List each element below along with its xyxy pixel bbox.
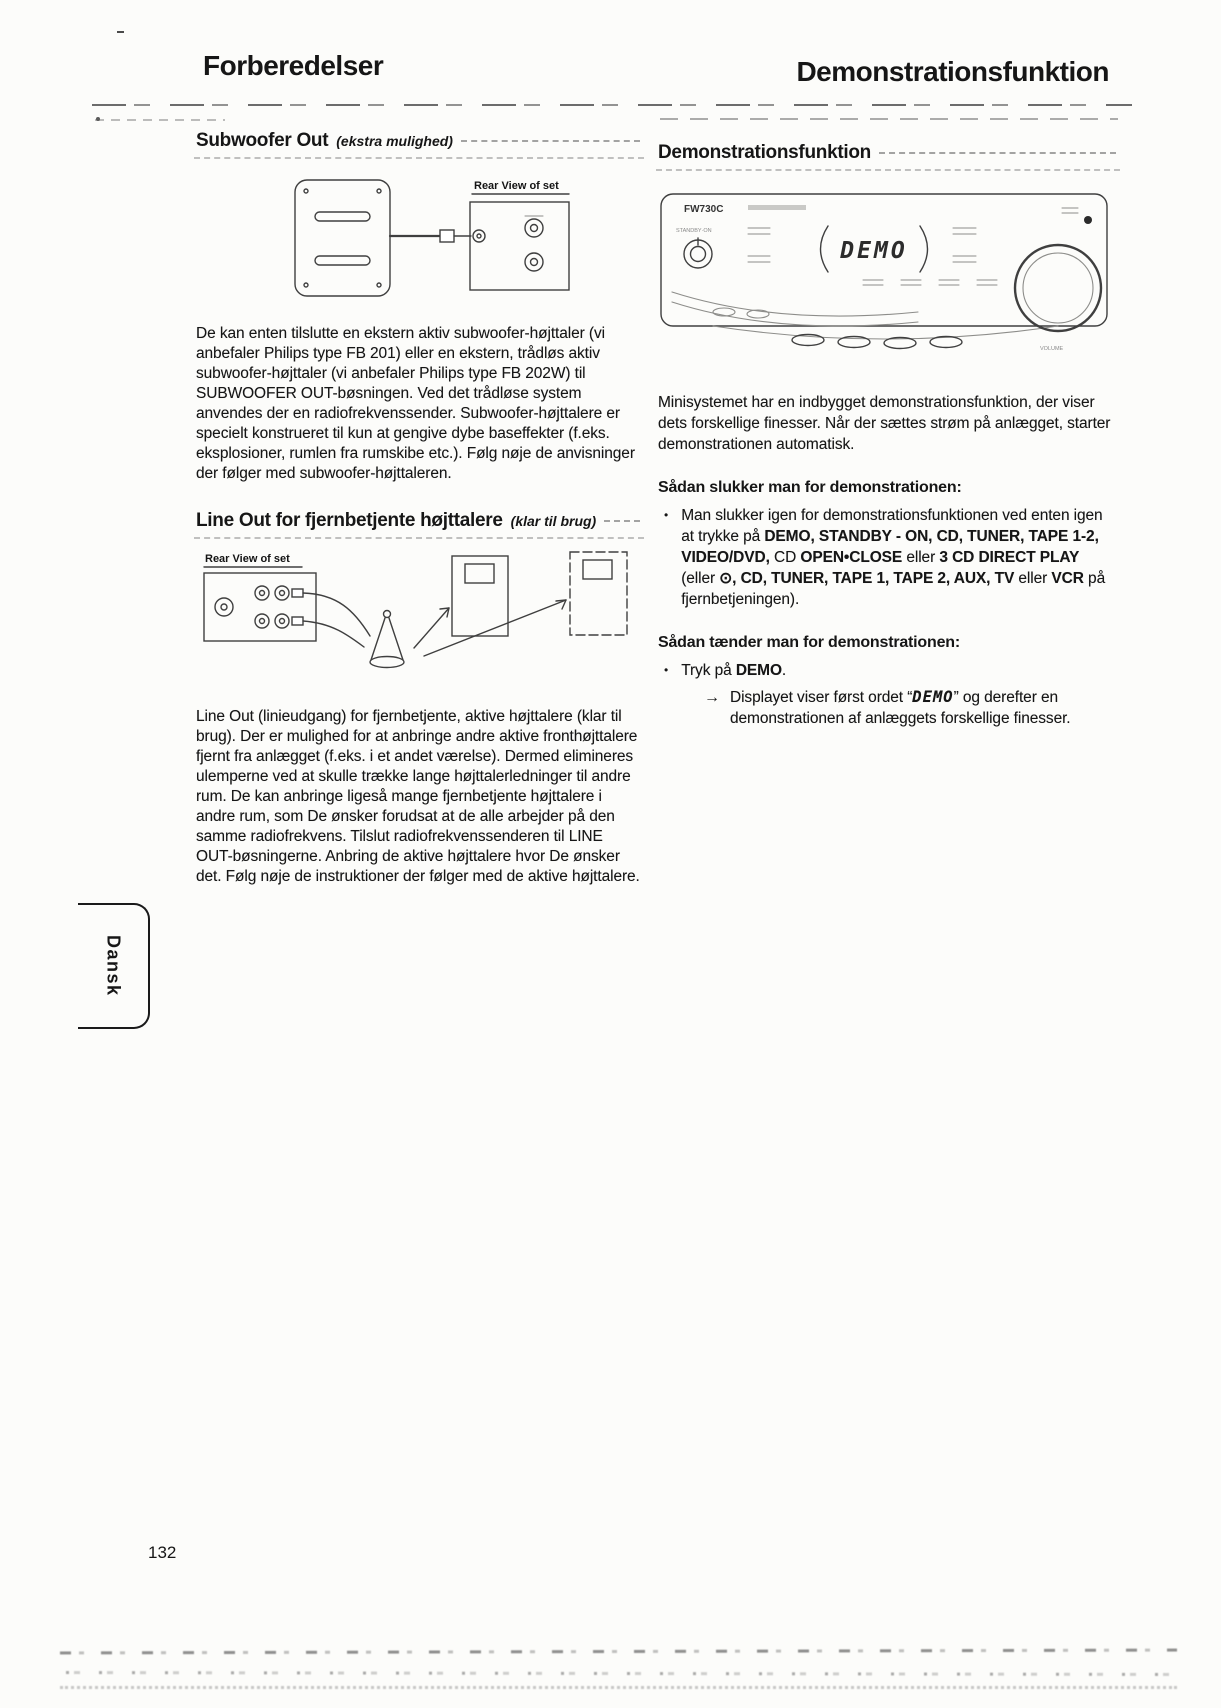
rear-view-label: Rear View of set: [474, 180, 559, 192]
subwoofer-paragraph: De kan enten tilslutte en ekstern aktiv subwoofer-højttaler (vi anbefaler Philips type FB 201) eller en ekstern, trådløs aktiv subwoofer-højttaler (vi anbefaler Philips type FB 202W) til SUBWOOFER OUT-bøsningen. Ved det trådløse system anvendes der en radiofrekvenssender. Subwoofer-højttalere er specielt konstrueret til kun at gengive dybe baseffekter (f.eks. eksplosioner, rumlen fra rumskibe etc.). Følg nøje de anvisninger der følger med subwoofer-højttaleren.: [196, 325, 635, 482]
rear-view-label2: Rear View of set: [205, 553, 290, 565]
header-divider: [92, 104, 1132, 106]
demo-title: Demonstrationsfunktion: [658, 142, 871, 163]
right-column: [658, 142, 1116, 729]
device-model-label: [684, 204, 806, 215]
rear-view-panel: [470, 180, 569, 290]
volume-knob-icon: [1015, 245, 1101, 331]
lineout-note: (klar til brug): [510, 513, 597, 529]
standby-label: STANDBY·ON: [676, 228, 712, 234]
section-heading-demo: [658, 142, 1116, 164]
demo-on-text: Tryk på DEMO.: [681, 662, 787, 679]
page-title-right: Demonstrationsfunktion: [796, 56, 1109, 87]
cable-and-plug: [390, 230, 471, 242]
power-button-icon: [684, 238, 712, 268]
heading-dash-fill: [604, 510, 640, 522]
control-knobs: [748, 208, 1078, 285]
demo-on-result: [704, 687, 1116, 729]
page-title-left: Forberedelser: [203, 50, 384, 81]
subwoofer-connection-diagram: [292, 172, 572, 312]
subwoofer-box: [295, 180, 390, 296]
model-text: FW730C: [684, 204, 724, 215]
speaker-right: [570, 552, 627, 635]
language-tab-label: Dansk: [103, 935, 124, 997]
scan-noise-line: [60, 1686, 1177, 1689]
scan-artifacts: [60, 1646, 1177, 1696]
demo-on-result-text: Displayet viser først ordet “DEMO” og derefter en demonstrationen af anlæggets forskellige finesser.: [730, 688, 1071, 727]
header-divider-right: [660, 118, 1118, 120]
scan-speck: [96, 117, 100, 121]
transmitter-antenna: [370, 611, 404, 668]
demo-on-heading: Sådan tænder man for demonstrationen:: [658, 634, 960, 651]
bullet-icon: •: [664, 508, 669, 522]
section-heading-subwoofer: [196, 130, 640, 152]
scan-speck: [117, 31, 124, 33]
lineout-diagram-svg: [202, 550, 646, 690]
demo-display-text: DEMO: [840, 238, 908, 264]
heading-dash-fill: [879, 142, 1116, 154]
section-heading-lineout: [196, 510, 640, 532]
speaker-left: [452, 556, 508, 636]
lineout-title: Line Out for fjernbetjente højttalere: [196, 510, 503, 531]
subwoofer-out-note: (ekstra mulighed): [336, 133, 453, 149]
device-svg: [658, 180, 1113, 365]
demo-off-instruction: [664, 505, 1116, 610]
subwoofer-out-title: Subwoofer Out: [196, 130, 329, 151]
subwoofer-diagram-svg: [292, 172, 572, 307]
bullet-icon: •: [664, 663, 669, 677]
demo-off-text: Man slukker igen for demonstrationsfunktionen ved enten igen at trykke på DEMO, STANDBY - ON, CD, TUNER, TAPE 1-2, VIDEO/DVD, CD OPEN•CLOSE eller 3 CD DIRECT PLAY (eller ⊙, CD, TUNER, TAPE 1, TAPE 2, AUX, TV eller VCR på fjernbetjeningen).: [681, 507, 1106, 608]
left-column: [196, 130, 640, 887]
signal-arrows: [414, 600, 566, 656]
scan-noise-line: [60, 1649, 1177, 1655]
status-led: [1084, 216, 1092, 224]
cables: [292, 589, 370, 647]
bottom-buttons: [713, 308, 962, 349]
demo-on-instruction: [664, 660, 1116, 681]
heading-dash-fill: [461, 130, 640, 142]
demo-intro-paragraph: Minisystemet har en indbygget demonstrationsfunktion, der viser dets forskellige finesser. Når der sættes strøm på anlægget, starter demonstrationen automatisk.: [658, 394, 1111, 453]
page-number: 132: [148, 1543, 177, 1562]
language-tab-dansk: [78, 903, 150, 1029]
arrow-icon: →: [704, 689, 720, 706]
lineout-paragraph: Line Out (linieudgang) for fjernbetjente, aktive højttalere (klar til brug). Der er mulighed for at anbringe andre aktive fronthøjttalere fjernt fra anlægget (f.eks. i et andet værelse). Dermed elimineres ulemperne ved at skulle trække lange højttalerledninger til andre rum. De kan anbringe ligeså mange fjernbetjente højttalere i andre rum, som De ønsker forudsat at de alle arbejder på den samme radiofrekvens. Tilslut radiofrekvenssenderen til LINE OUT-bøsningerne. Anbring de aktive højttalere hvor De ønsker det. Følg nøje de instruktioner der følger med de aktive højttalere.: [196, 708, 640, 885]
lineout-diagram: [202, 550, 646, 695]
header-divider-left: [95, 119, 225, 121]
panel-curves: [672, 292, 918, 326]
volume-label: VOLUME: [1040, 346, 1064, 352]
demo-off-heading: Sådan slukker man for demonstrationen:: [658, 479, 962, 496]
scan-noise-line: [60, 1671, 1177, 1676]
device-front-panel-illustration: [658, 180, 1113, 370]
device-outline: [661, 194, 1107, 339]
